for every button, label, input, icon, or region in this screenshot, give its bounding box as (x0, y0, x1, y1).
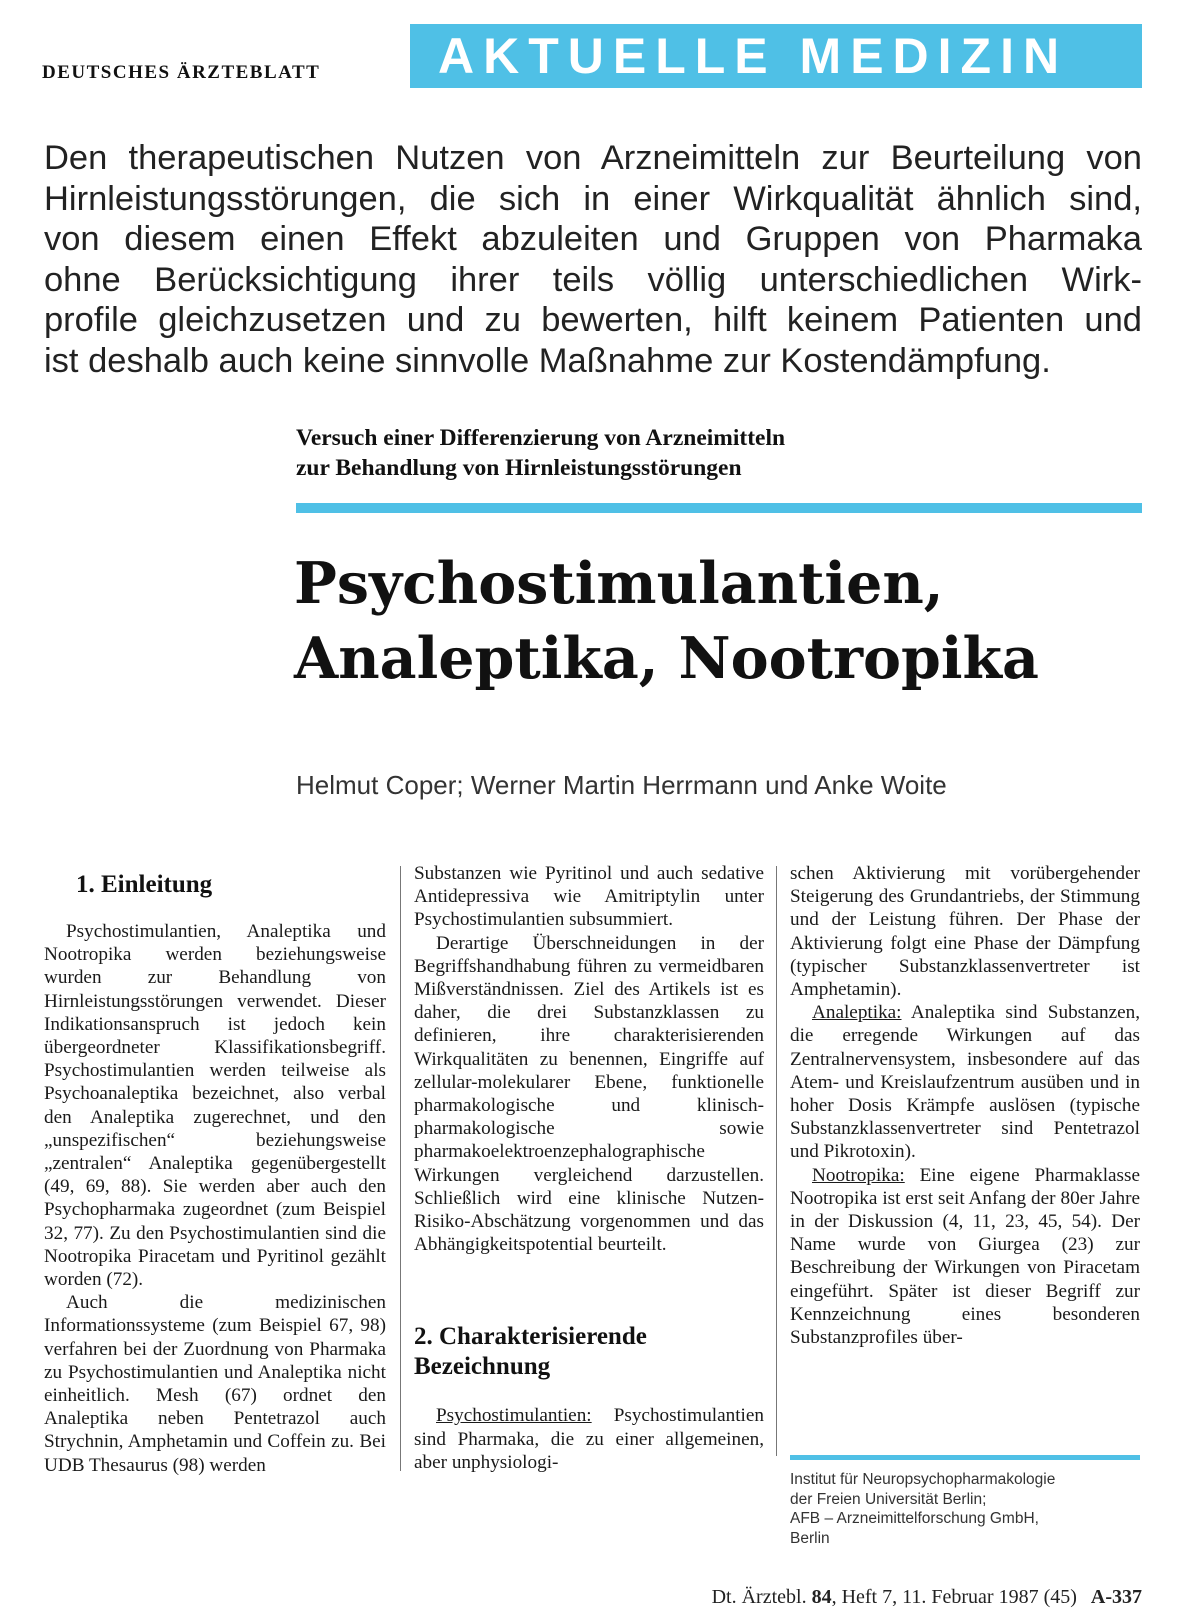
body-paragraph (414, 1404, 764, 1474)
section-title: AKTUELLE MEDIZIN (438, 28, 1069, 84)
lead-line: ohne Berücksichtigung ihrer teils völlig unterschiedlichen Wirk- (44, 260, 1142, 299)
term-psychostimulantien: Psychostimulantien: (436, 1405, 592, 1427)
footer-journal: Dt. Ärztebl. (711, 1586, 807, 1608)
body-paragraph (790, 1164, 1140, 1350)
column-2 (414, 862, 764, 1474)
section-heading-bezeichnung: 2. Charakterisierende Bezeichnung (414, 1323, 647, 1381)
paragraph-text: Psychostimulantien sind Pharmaka, die zu einer allgemeinen, aber unphysiologi- (414, 1405, 764, 1473)
column-1 (44, 862, 386, 1477)
title-line: Analeptika, Nootropika (294, 625, 1039, 692)
lead-line: von diesem einen Effekt abzuleiten und Gruppen von Pharmaka (44, 220, 1142, 258)
kicker-line: zur Behandlung von Hirnleistungsstörungen (296, 455, 742, 481)
body-paragraph: Auch die medizinischen Informationssysteme (zum Beispiel 67, 98) verfahren bei der Zuordnung von Pharmaka zu Psychostimulantien und Analeptika nicht einheitlich. Mesh (67) ordnet den Analeptika neben Pentetrazol auch Strychnin, Amphetamin und Coffein zu. Bei UDB Thesaurus (98) werden (44, 1292, 386, 1476)
affiliation-line: AFB – Arzneimittelforschung GmbH, (790, 1510, 1039, 1527)
affiliation-line: Berlin (790, 1529, 830, 1547)
title-line: Psychostimulantien, (294, 550, 944, 617)
column-3 (790, 862, 1140, 1349)
section-heading-einleitung: 1. Einleitung (76, 871, 213, 898)
journal-name: DEUTSCHES ÄRZTEBLATT (42, 62, 321, 83)
term-analeptika: Analeptika: (812, 1002, 902, 1024)
affiliation-line: der Freien Universität Berlin; (790, 1490, 987, 1508)
lead-line: Hirnleistungsstörungen, die sich in einer Wirkqualität ähnlich sind, (44, 179, 1142, 218)
article-kicker (296, 423, 1116, 483)
kicker-line: Versuch einer Differenzierung von Arzneimitteln (296, 425, 786, 451)
body-paragraph (790, 1001, 1140, 1163)
body-paragraph: schen Aktivierung mit vorübergehender Steigerung des Grundantriebs, der Stimmung und der Leistung führen. Der Phase der Aktivierung folgt eine Phase der Dämpfung (typischer Substanzklassenvertreter ist Amphetamin). (790, 863, 1140, 1001)
page-footer (712, 1586, 1142, 1609)
column-divider (400, 866, 401, 1471)
article-authors: Helmut Coper; Werner Martin Herrmann und Anke Woite (296, 770, 947, 800)
footer-volume: 84 (811, 1586, 832, 1608)
body-paragraph: Substanzen wie Pyritinol und auch sedative Antidepressiva wie Amitriptylin unter Psychostimulantien subsummiert. (414, 863, 764, 931)
article-title (294, 546, 1154, 696)
title-divider (296, 503, 1142, 513)
lead-line: ist deshalb auch keine sinnvolle Maßnahme zur Kostendämpfung. (44, 341, 1051, 380)
page-number: A-337 (1090, 1586, 1142, 1608)
footer-issue: , Heft 7, 11. Februar 1987 (45) (831, 1586, 1077, 1608)
body-paragraph: Psychostimulantien, Analeptika und Nootropika werden beziehungsweise wurden zur Behandlung von Hirnleistungsstörungen verwendet. Dieser Indikationsanspruch ist jedoch kein übergeordneter Klassifikationsbegriff. Psychostimulantien werden teilweise als Psychoanaleptika bezeichnet, also verbal den Analeptika zugerechnet, und den „unspezifischen“ beziehungsweise „zentralen“ Analeptika gegenübergestellt (49, 69, 88). Sie werden aber auch den Psychopharmaka zugeordnet (zum Beispiel 32, 77). Zu den Psychostimulantien sind die Nootropika Piracetam und Pyritinol gezählt worden (72). (44, 921, 386, 1291)
body-paragraph: Derartige Überschneidungen in der Begriffshandhabung führen zu vermeidbaren Mißverständnissen. Ziel des Artikels ist es daher, die drei Substanzklassen zu definieren, ihre charakterisierenden Wirkqualitäten zu benennen, Eingriffe auf zellular-molekularer Ebene, funktionelle pharmakologische und klinisch-pharmakologische sowie pharmakoelektroenzephalographische Wirkungen vergleichend darzustellen. Schließlich wird eine klinische Nutzen-Risiko-Abschätzung vorgenommen und das Abhängigkeitspotential beurteilt. (414, 932, 764, 1256)
term-nootropika: Nootropika: (812, 1164, 905, 1186)
lead-line: Den therapeutischen Nutzen von Arzneimitteln zur Beurteilung von (44, 139, 1142, 177)
section-banner (410, 24, 1142, 88)
lead-line: profile gleichzusetzen und zu bewerten, hilft keinem Patienten und (44, 301, 1142, 339)
affiliation-divider (790, 1455, 1140, 1460)
lead-paragraph (44, 138, 1142, 381)
author-affiliation (790, 1470, 1140, 1548)
paragraph-text: Analeptika sind Substanzen, die erregende Wirkungen auf das Zentralnervensystem, insbesondere auf das Atem- und Kreislaufzentrum ausüben und in hoher Dosis Krämpfe auslösen (typische Substanzklassenvertreter sind Pentetrazol und Pikrotoxin). (790, 1002, 1140, 1163)
affiliation-line: Institut für Neuropsychopharmakologie (790, 1471, 1056, 1488)
paragraph-text: Eine eigene Pharmaklasse Nootropika ist erst seit Anfang der 80er Jahre in der Diskussion (4, 11, 23, 45, 54). Der Name wurde von Giurgea (23) zur Beschreibung der Wirkungen von Piracetam eingeführt. Später ist dieser Begriff zur Kennzeichnung eines besonderen Substanzprofiles über- (790, 1164, 1140, 1349)
column-divider (776, 866, 777, 1456)
